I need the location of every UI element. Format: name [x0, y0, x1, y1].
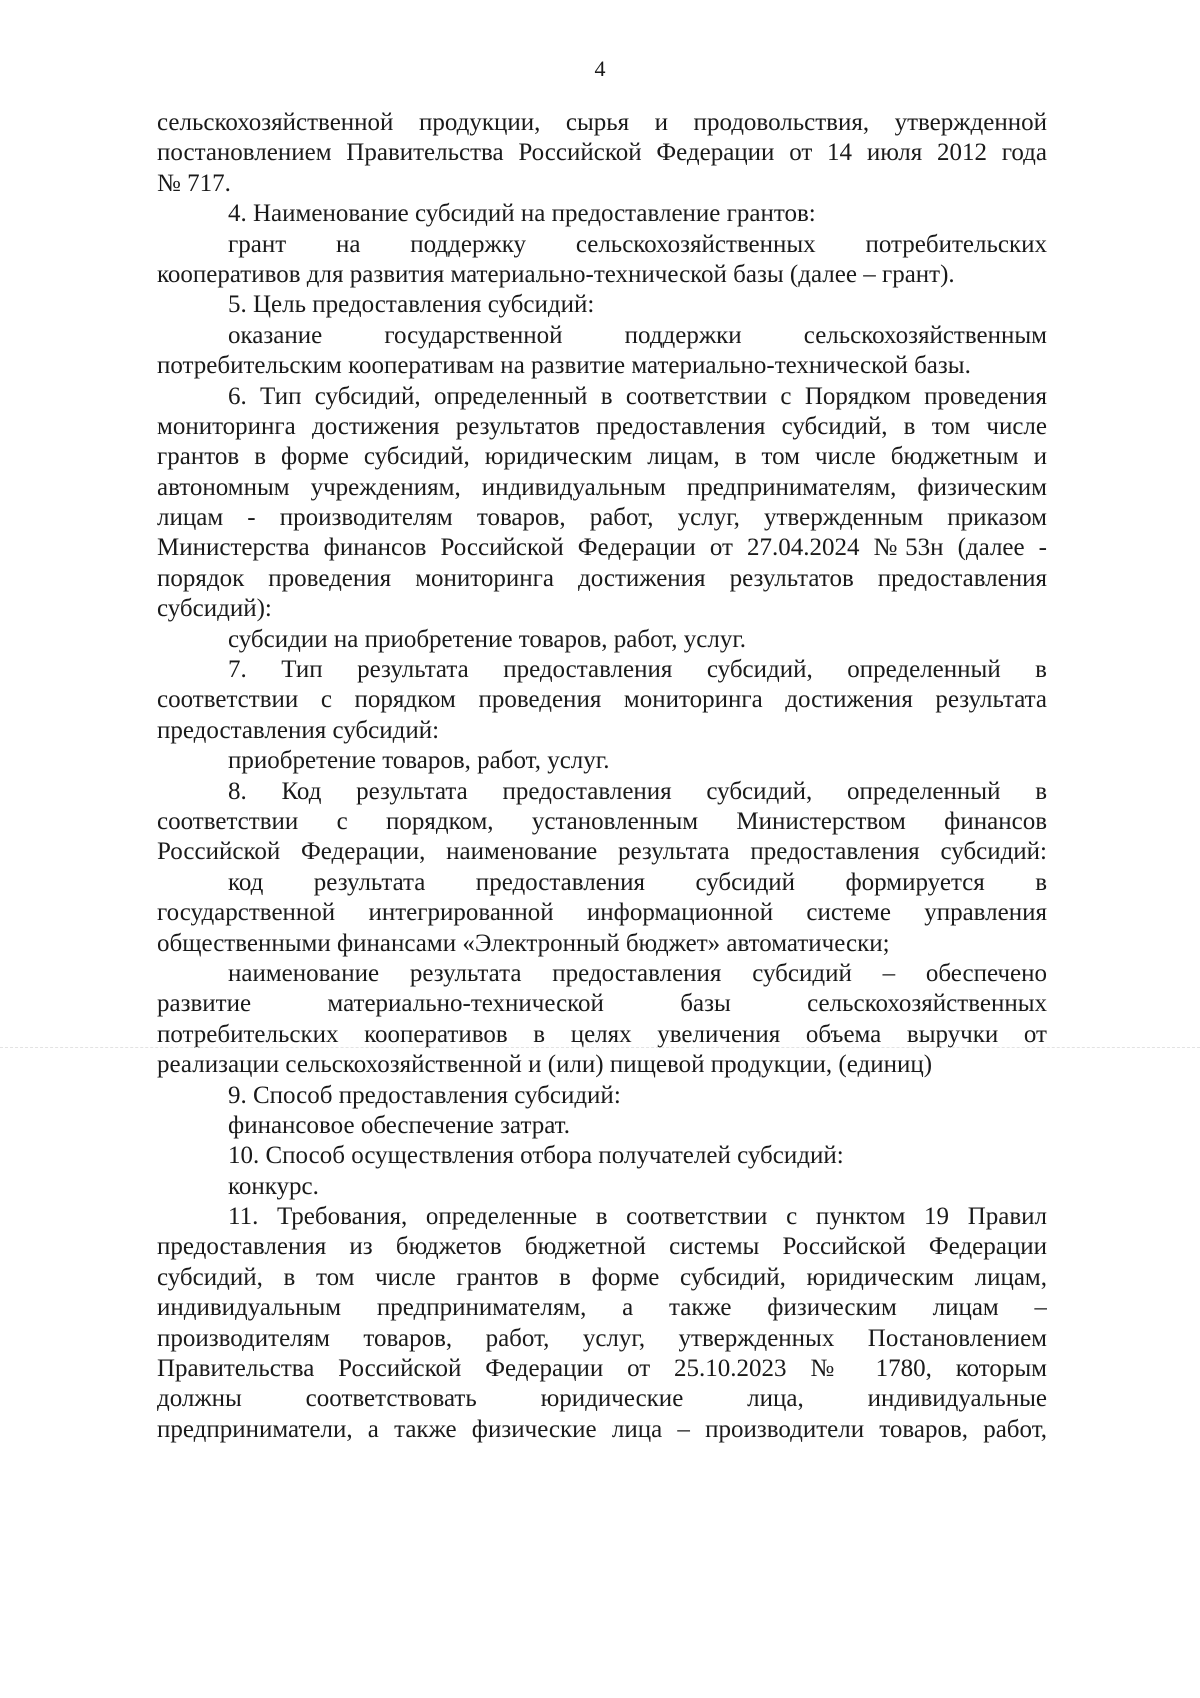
- text-line: автономным учреждениям, индивидуальным предпринимателям, физическим: [157, 473, 1047, 501]
- text-line: 5. Цель предоставления субсидий:: [228, 291, 595, 319]
- text-line: предоставления субсидий:: [157, 716, 440, 744]
- page-number: 4: [594, 56, 606, 81]
- text-line: 7. Тип результата предоставления субсидий, определенный в: [228, 656, 1047, 684]
- text-line: 9. Способ предоставления субсидий:: [228, 1081, 621, 1109]
- text-line: порядок проведения мониторинга достижения результатов предоставления: [157, 564, 1047, 592]
- scan-artifact-line: [0, 1047, 1200, 1048]
- text-line: предоставления из бюджетов бюджетной системы Российской Федерации: [157, 1233, 1047, 1261]
- text-line: финансовое обеспечение затрат.: [228, 1111, 570, 1139]
- text-line: Правительства Российской Федерации от 25.10.2023 № 1780, которым: [157, 1355, 1047, 1383]
- text-line: наименование результата предоставления субсидий – обеспечено: [228, 959, 1047, 987]
- document-body: [157, 108, 1047, 1445]
- text-line: Российской Федерации, наименование результата предоставления субсидий:: [157, 838, 1047, 866]
- text-line: предприниматели, а также физические лица – производители товаров, работ,: [157, 1415, 1047, 1443]
- text-line: 6. Тип субсидий, определенный в соответствии с Порядком проведения: [228, 382, 1047, 410]
- text-line: общественными финансами «Электронный бюджет» автоматически;: [157, 929, 890, 957]
- text-line: оказание государственной поддержки сельскохозяйственным: [228, 321, 1047, 349]
- text-line: реализации сельскохозяйственной и (или) пищевой продукции, (единиц): [157, 1051, 933, 1079]
- text-line: соответствии с порядком, установленным Министерством финансов: [157, 807, 1047, 835]
- text-line: развитие материально-технической базы сельскохозяйственных: [157, 990, 1047, 1018]
- text-line: 4. Наименование субсидий на предоставление грантов:: [228, 200, 816, 228]
- text-line: грант на поддержку сельскохозяйственных потребительских: [228, 230, 1047, 258]
- text-line: код результата предоставления субсидий формируется в: [228, 868, 1047, 896]
- text-line: приобретение товаров, работ, услуг.: [228, 747, 610, 775]
- text-line: производителям товаров, работ, услуг, утвержденных Постановлением: [157, 1324, 1047, 1352]
- text-line: соответствии с порядком проведения мониторинга достижения результата: [157, 686, 1047, 714]
- text-line: субсидий, в том числе грантов в форме субсидий, юридическим лицам,: [157, 1263, 1047, 1291]
- text-line: лицам - производителям товаров, работ, услуг, утвержденным приказом: [157, 504, 1047, 532]
- text-line: грантов в форме субсидий, юридическим лицам, в том числе бюджетным и: [157, 443, 1047, 471]
- text-line: сельскохозяйственной продукции, сырья и продовольствия, утвержденной: [157, 109, 1047, 136]
- text-line: субсидии на приобретение товаров, работ, услуг.: [228, 625, 747, 653]
- text-line: государственной интегрированной информационной системе управления: [157, 899, 1047, 927]
- text-line: должны соответствовать юридические лица, индивидуальные: [157, 1385, 1047, 1413]
- text-line: конкурс.: [228, 1172, 319, 1200]
- text-line: потребительским кооперативам на развитие материально-технической базы.: [157, 352, 971, 380]
- text-line: индивидуальным предпринимателям, а также физическим лицам –: [157, 1294, 1047, 1322]
- text-line: кооперативов для развития материально-технической базы (далее – грант).: [157, 260, 955, 288]
- text-line: субсидий):: [157, 595, 272, 623]
- text-line: мониторинга достижения результатов предоставления субсидий, в том числе: [157, 412, 1047, 440]
- text-line: № 717.: [157, 169, 231, 197]
- text-line: потребительских кооперативов в целях увеличения объема выручки от: [157, 1020, 1047, 1048]
- text-line: постановлением Правительства Российской Федерации от 14 июля 2012 года: [157, 139, 1047, 167]
- text-line: 8. Код результата предоставления субсидий, определенный в: [228, 777, 1047, 805]
- text-line: 11. Требования, определенные в соответствии с пунктом 19 Правил: [228, 1203, 1047, 1231]
- text-line: Министерства финансов Российской Федерации от 27.04.2024 №53н (далее -: [157, 534, 1047, 562]
- text-line: 10. Способ осуществления отбора получателей субсидий:: [228, 1142, 844, 1170]
